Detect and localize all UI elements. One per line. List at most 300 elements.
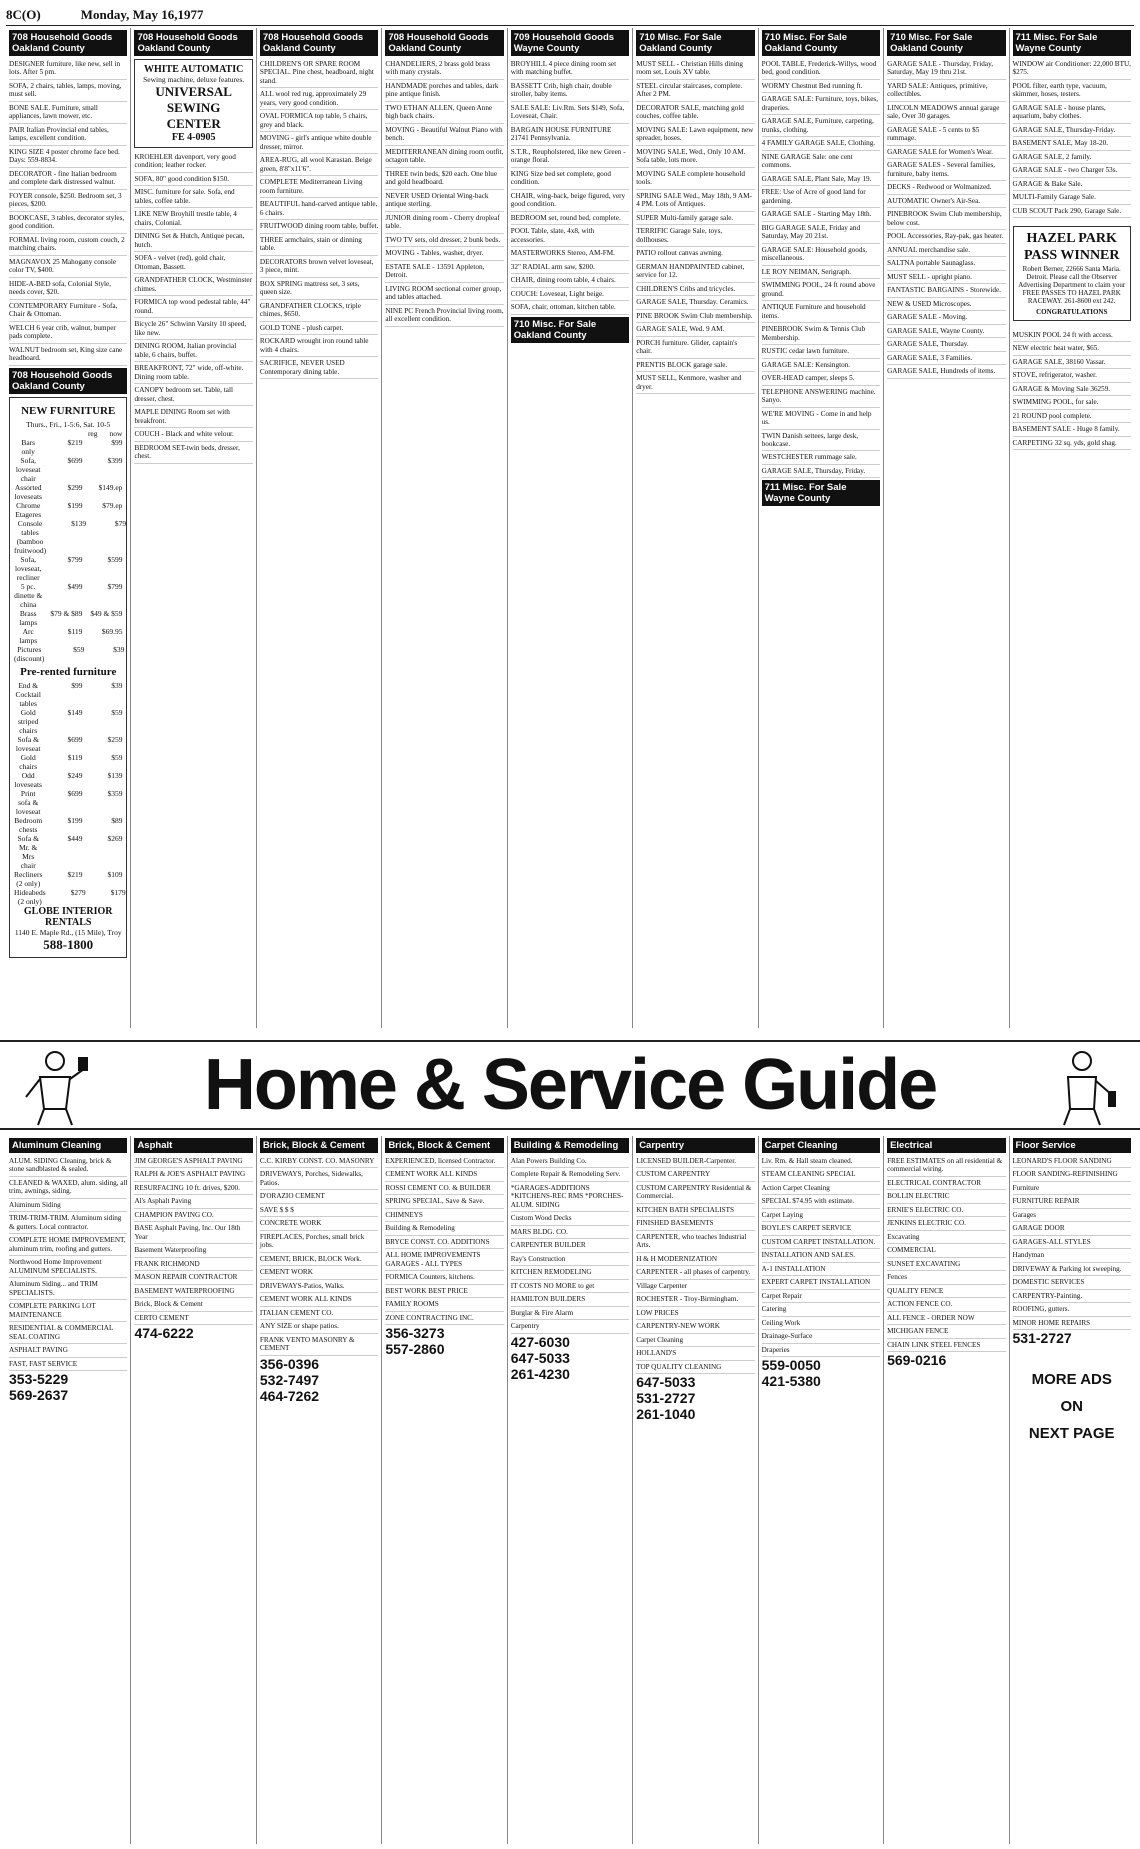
classified-ad: NINE GARAGE Sale: one cent commons. bbox=[762, 151, 880, 173]
classified-ad: KITCHEN REMODELING bbox=[511, 1266, 629, 1279]
classified-ad: BASSETT Crib, high chair, double stroller, baby items. bbox=[511, 80, 629, 102]
classified-ad: DRIVEWAYS-Patios, Walks. bbox=[260, 1280, 378, 1293]
classified-ad: CHANDELIERS, 2 brass gold brass with many crystals. bbox=[385, 58, 503, 80]
classified-ad: LIVING ROOM sectional corner group, and tables attached. bbox=[385, 283, 503, 305]
classified-ad: BREAKFRONT, 72" wide, off-white. Dining room table. bbox=[134, 362, 252, 384]
item-price: $99 bbox=[111, 437, 123, 447]
furniture-ad bbox=[9, 397, 127, 958]
item-price: $219 bbox=[67, 869, 83, 879]
classified-ad: CARPENTER - all phases of carpentry. bbox=[636, 1266, 754, 1279]
price-row bbox=[14, 681, 122, 708]
ads-list bbox=[260, 58, 378, 379]
service-header: Aluminum Cleaning bbox=[9, 1138, 127, 1153]
classified-ad: JUNIOR dining room - Cherry dropleaf table. bbox=[385, 212, 503, 234]
classified-ad: MISC. furniture for sale. Sofa, end tables, coffee table. bbox=[134, 186, 252, 208]
page-number: 8C(O) bbox=[6, 6, 41, 22]
item-price: $219 bbox=[67, 437, 83, 447]
globe-phone: 588-1800 bbox=[43, 936, 94, 952]
classified-ad: COMPLETE Mediterranean Living room furniture. bbox=[260, 176, 378, 198]
classified-ad: CHILDREN'S OR SPARE ROOM SPECIAL. Pine chest, headboard, night stand. bbox=[260, 58, 378, 88]
classified-ad: MAGNAVOX 25 Mahogany console color TV, $400. bbox=[9, 256, 127, 278]
classified-ad: GARAGES-ALL STYLES bbox=[1013, 1236, 1131, 1249]
classified-ad: MASON REPAIR CONTRACTOR bbox=[134, 1271, 252, 1284]
painter-illustration-icon bbox=[1050, 1047, 1120, 1127]
classified-ad: MUST SELL - upright piano. bbox=[887, 271, 1005, 284]
classified-ad: RALPH & JOE'S ASPHALT PAVING bbox=[134, 1168, 252, 1181]
classified-ad: SUNSET EXCAVATING bbox=[887, 1258, 1005, 1271]
item-price: $799 bbox=[107, 581, 123, 591]
classified-ad: ANTIQUE Furniture and household items. bbox=[762, 301, 880, 323]
item-price: $199 bbox=[67, 815, 83, 825]
service-header: Asphalt bbox=[134, 1138, 252, 1153]
classified-ad: GOLD TONE - plush carpet. bbox=[260, 322, 378, 335]
classified-ad: DESIGNER furniture, like new, sell in lots. After 5 pm. bbox=[9, 58, 127, 80]
classified-ad: COMPLETE HOME IMPROVEMENT, aluminum trim, roofing and gutters. bbox=[9, 1234, 127, 1256]
classified-ad: Al's Asphalt Paving bbox=[134, 1195, 252, 1208]
classified-ad: PINEBROOK Swim Club membership, below cost. bbox=[887, 208, 1005, 230]
classified-ad: EXPERT CARPET INSTALLATION bbox=[762, 1276, 880, 1289]
classified-ad: MOVING SALE: Lawn equipment, new spreader, hoses. bbox=[636, 124, 754, 146]
classified-ad: CHAMPION PAVING CO. bbox=[134, 1209, 252, 1222]
classified-ad: CERTO CEMENT bbox=[134, 1312, 252, 1325]
classified-ad: AUTOMATIC Owner's Air-Sea. bbox=[887, 195, 1005, 208]
phone-aluminum: 353-5229 bbox=[9, 1371, 69, 1388]
service-column-7 bbox=[759, 1136, 884, 1844]
classified-ad: NINE PC French Provincial living room, all excellent condition. bbox=[385, 305, 503, 327]
phone-italian-2: 532-7497 bbox=[259, 1371, 320, 1388]
classified-ad: BEAUTIFUL hand-carved antique table, 6 chairs. bbox=[260, 198, 378, 220]
classifieds-top bbox=[6, 28, 1134, 1028]
classified-ad: GARAGE SALE - Starting May 18th. bbox=[762, 208, 880, 221]
classified-ad: ROCHESTER - Troy-Birmingham. bbox=[636, 1293, 754, 1306]
item-name: Assorted loveseats bbox=[14, 482, 42, 501]
classified-ad: LIKE NEW Broyhill trestle table, 4 chairs, Colonial. bbox=[134, 208, 252, 230]
section-header: 710 Misc. For Sale Oakland County bbox=[887, 30, 1005, 56]
column-2 bbox=[131, 28, 256, 1028]
classified-ad: GARAGE SALE: Kensington. bbox=[762, 359, 880, 372]
item-price: $599 bbox=[107, 554, 123, 564]
section-header: 709 Household Goods Wayne County bbox=[511, 30, 629, 56]
classified-ad: IT COSTS NO MORE to get bbox=[511, 1280, 629, 1293]
price-row bbox=[14, 834, 122, 870]
classified-ad: GARAGE SALE, Hundreds of items. bbox=[887, 365, 1005, 378]
price-row bbox=[14, 753, 122, 771]
sewing-ad bbox=[134, 59, 252, 148]
item-price: $39 bbox=[113, 644, 125, 654]
classified-ad: SACRIFICE, NEVER USED Contemporary dining table. bbox=[260, 357, 378, 379]
classified-ad: Carpet Laying bbox=[762, 1209, 880, 1222]
classified-ad: CUB SCOUT Pack 290, Garage Sale. bbox=[1013, 205, 1131, 218]
classified-ad: BARGAIN HOUSE FURNITURE 21741 Pennsylvania. bbox=[511, 124, 629, 146]
classified-ad: PINE BROOK Swim Club membership. bbox=[636, 310, 754, 323]
price-row bbox=[14, 609, 122, 627]
classified-ad: SOFA, 80" good condition $150. bbox=[134, 173, 252, 186]
classified-ad: Fences bbox=[887, 1271, 1005, 1284]
furniture-heading: NEW FURNITURE bbox=[21, 404, 116, 417]
classified-ad: Custom Wood Decks bbox=[511, 1212, 629, 1225]
section-header: 708 Household Goods Oakland County bbox=[260, 30, 378, 56]
column-8 bbox=[884, 28, 1009, 1028]
service-column-1 bbox=[6, 1136, 131, 1844]
classified-ad: BEDROOM SET-twin beds, dresser, chest. bbox=[134, 442, 252, 464]
section-header: 710 Misc. For Sale Oakland County bbox=[762, 30, 880, 56]
item-name: Console tables (bamboo fruitwood) bbox=[14, 518, 47, 555]
classified-ad: MAPLE DINING Room set with breakfront. bbox=[134, 406, 252, 428]
phone-holland: 531-2727 bbox=[1012, 1330, 1072, 1347]
classified-ad: BROYHILL 4 piece dining room set with matching buffet. bbox=[511, 58, 629, 80]
classified-ad: BOLLIN ELECTRIC bbox=[887, 1190, 1005, 1203]
classified-ad: CARPENTRY-Painting. bbox=[1013, 1290, 1131, 1303]
classified-ad: Liv. Rm. & Hall steam cleaned. bbox=[762, 1155, 880, 1168]
classified-ad: GARAGE SALE, 3 Families. bbox=[887, 352, 1005, 365]
classified-ad: DECORATORS brown velvet loveseat, 3 piece, mint. bbox=[260, 256, 378, 278]
item-price: $179 bbox=[110, 887, 126, 897]
classified-ad: GARAGE SALE, Wayne County. bbox=[887, 325, 1005, 338]
ads-list bbox=[1013, 329, 1131, 450]
classified-ad: RESURFACING 10 ft. drives, $200. bbox=[134, 1182, 252, 1195]
price-row bbox=[14, 887, 126, 906]
classified-ad: LE ROY NEIMAN, Serigraph. bbox=[762, 266, 880, 279]
classified-ad: FLOOR SANDING-REFINISHING bbox=[1013, 1168, 1131, 1181]
sewing-phone: FE 4-0905 bbox=[171, 132, 216, 143]
section-header: 708 Household Goods Oakland County bbox=[385, 30, 503, 56]
column-5 bbox=[508, 28, 633, 1028]
classified-ad: GRANDFATHER CLOCK, Westminster chimes. bbox=[134, 274, 252, 296]
ads-list bbox=[511, 58, 629, 315]
classified-ad: S.T.R., Reupholstered, like new Green - orange floral. bbox=[511, 146, 629, 168]
classified-ad: KROEHLER davenport, very good condition; leather rocker. bbox=[134, 151, 252, 173]
classified-ad: AREA-RUG, all wool Karastan. Beige green, 8'8"x11'6". bbox=[260, 154, 378, 176]
classified-ad: INSTALLATION AND SALES. bbox=[762, 1249, 880, 1262]
classified-ad: CARPENTER, who teaches Industrial Arts. bbox=[636, 1231, 754, 1253]
service-directory bbox=[6, 1136, 1134, 1844]
classified-ad: PINEBROOK Swim & Tennis Club Membership. bbox=[762, 323, 880, 345]
price-row bbox=[14, 518, 127, 555]
classified-ad: DECKS - Redwood or Wolmanized. bbox=[887, 181, 1005, 194]
classified-ad: CEMENT WORK ALL KINDS bbox=[260, 1293, 378, 1306]
item-price: $279 bbox=[70, 887, 86, 897]
classified-ad: WELCH 6 year crib, walnut, bumper pads complete. bbox=[9, 322, 127, 344]
section-header: 710 Misc. For Sale Oakland County bbox=[636, 30, 754, 56]
more-ads-line-1: MORE ADS bbox=[1031, 1371, 1112, 1389]
classified-ad: CHAIN LINK STEEL FENCES bbox=[887, 1339, 1005, 1352]
price-row bbox=[14, 789, 122, 816]
classified-ad: BOYLE'S CARPET SERVICE bbox=[762, 1222, 880, 1235]
classified-ad: CLEANED & WAXED, alum. siding, all trim, awnings, siding. bbox=[9, 1177, 127, 1199]
classified-ad: CUSTOM CARPENTRY Residential & Commercial. bbox=[636, 1182, 754, 1204]
price-row bbox=[14, 483, 122, 501]
classified-ad: ESTATE SALE - 13591 Appleton, Detroit. bbox=[385, 261, 503, 283]
item-name: Sofa, loveseat chair bbox=[15, 455, 41, 483]
classified-ad: SPRING SPECIAL, Save & Save. bbox=[385, 1195, 503, 1208]
classified-ad: NEW electric heat water, $65. bbox=[1013, 342, 1131, 355]
classified-ad: Bicycle 26" Schwinn Varsity 10 speed, like new. bbox=[134, 318, 252, 340]
classified-ad: WORMY Chestnut Bed running ft. bbox=[762, 80, 880, 93]
classified-ad: Draperies bbox=[762, 1344, 880, 1357]
item-price: $119 bbox=[67, 626, 83, 636]
col-now: now bbox=[109, 428, 123, 438]
item-name: Print sofa & loveseat bbox=[15, 788, 41, 816]
classified-ad: GARAGE DOOR bbox=[1013, 1222, 1131, 1235]
page-date: Monday, May 16,1977 bbox=[80, 6, 204, 22]
item-name: Brass lamps bbox=[19, 608, 38, 627]
classified-ad: RESIDENTIAL & COMMERCIAL SEAL COATING bbox=[9, 1322, 127, 1344]
classified-ad: LEONARD'S FLOOR SANDING bbox=[1013, 1155, 1131, 1168]
classified-ad: CARPENTER BUILDER bbox=[511, 1239, 629, 1252]
classified-ad: ROOFING, gutters. bbox=[1013, 1303, 1131, 1316]
price-row bbox=[14, 816, 122, 834]
classified-ad: GARAGE SALE: Household goods, miscellaneous. bbox=[762, 244, 880, 266]
classified-ad: Excavating bbox=[887, 1231, 1005, 1244]
classified-ad: CEMENT WORK ALL KINDS bbox=[385, 1168, 503, 1181]
classified-ad: GARAGE SALE, 2 family. bbox=[1013, 151, 1131, 164]
classified-ad: Ceiling Work bbox=[762, 1317, 880, 1330]
item-price: $499 bbox=[67, 581, 83, 591]
classified-ad: MASTERWORKS Stereo, AM-FM. bbox=[511, 247, 629, 260]
price-row bbox=[14, 735, 122, 753]
home-service-guide-banner bbox=[0, 1040, 1140, 1130]
classified-ad: GARAGE SALE - 5 cents to $5 rummage. bbox=[887, 124, 1005, 146]
classified-ad: GARAGE SALE - house plants, aquarium, baby clothes. bbox=[1013, 102, 1131, 124]
service-column-8 bbox=[884, 1136, 1009, 1844]
item-price: $699 bbox=[67, 734, 83, 744]
column-4 bbox=[382, 28, 507, 1028]
item-price: $139 bbox=[107, 770, 123, 780]
ads-list bbox=[9, 58, 127, 366]
hazel-congrats: CONGRATULATIONS bbox=[1036, 307, 1108, 316]
classified-ad: DRIVEWAY & Parking lot sweeping. bbox=[1013, 1263, 1131, 1276]
classified-ad: CEMENT WORK bbox=[260, 1266, 378, 1279]
classified-ad: KING SIZE 4 poster chrome face bed. Days: 559-8834. bbox=[9, 146, 127, 168]
classified-ad: SPRING SALE Wed., May 18th, 9 AM-4 PM. Lots of Antiques. bbox=[636, 190, 754, 212]
classified-ad: LICENSED BUILDER-Carpenter. bbox=[636, 1155, 754, 1168]
classified-ad: ALL wool red rug, approximately 29 years, very good condition. bbox=[260, 88, 378, 110]
classified-ad: GERMAN HANDPAINTED cabinet, service for 12. bbox=[636, 261, 754, 283]
classified-ad: Drainage-Surface bbox=[762, 1330, 880, 1343]
classified-ad: BRYCE CONST. CO. ADDITIONS bbox=[385, 1236, 503, 1249]
ads-list bbox=[887, 58, 1005, 379]
classified-ad: MEDITERRANEAN dining room outfit, octagon table. bbox=[385, 146, 503, 168]
classified-ad: COUCH: Loveseat, Light beige. bbox=[511, 288, 629, 301]
classified-ad: H & H MODERNIZATION bbox=[636, 1253, 754, 1266]
service-list bbox=[511, 1155, 629, 1334]
item-price: $69.95 bbox=[101, 626, 123, 636]
classified-ad: A-1 INSTALLATION bbox=[762, 1263, 880, 1276]
page-header bbox=[6, 4, 1134, 26]
item-name: Pictures (discount) bbox=[14, 644, 45, 663]
classified-ad: ALL HOME IMPROVEMENTS GARAGES - ALL TYPES bbox=[385, 1249, 503, 1271]
service-list bbox=[887, 1155, 1005, 1352]
furniture-heading-2: Pre-rented furniture bbox=[20, 665, 117, 678]
classified-ad: FREE: Use of Acre of good land for gardening. bbox=[762, 186, 880, 208]
classified-ad: DECORATOR - fine Italian bedroom and complete dark distressed walnut. bbox=[9, 168, 127, 190]
service-column-3 bbox=[257, 1136, 382, 1844]
classified-ad: GARAGE SALE, Wed. 9 AM. bbox=[636, 323, 754, 336]
classified-ad: Ray's Construction bbox=[511, 1253, 629, 1266]
price-row bbox=[14, 771, 122, 789]
classified-ad: SPECIAL $74.95 with estimate. bbox=[762, 1195, 880, 1208]
classified-ad: KITCHEN BATH SPECIALISTS bbox=[636, 1204, 754, 1217]
phone-action-2: 421-5380 bbox=[761, 1373, 821, 1390]
classified-ad: CARPETING 32 sq. yds, gold shag. bbox=[1013, 437, 1131, 450]
classified-ad: C.C. KIRBY CONST. CO. MASONRY bbox=[260, 1155, 378, 1168]
classified-ad: HIDE-A-BED sofa, Colonial Style, needs cover, $20. bbox=[9, 278, 127, 300]
phone-decks: 647-5033 bbox=[510, 1349, 570, 1366]
classified-ad: POOL Accessories, Ray-pak, gas heater. bbox=[887, 230, 1005, 243]
classified-ad: COMMERCIAL bbox=[887, 1244, 1005, 1257]
col-reg: reg bbox=[87, 428, 98, 438]
classified-ad: BOOKCASE, 3 tables, decorator styles, good condition. bbox=[9, 212, 127, 234]
classified-ad: JENKINS ELECTRIC CO. bbox=[887, 1217, 1005, 1230]
classified-ad: LOW PRICES bbox=[636, 1307, 754, 1320]
classified-ad: Aluminum Siding... and TRIM SPECIALISTS. bbox=[9, 1278, 127, 1300]
classified-ad: DINING ROOM, Italian provincial table, 6 chairs, buffet. bbox=[134, 340, 252, 362]
classified-ad: WALNUT bedroom set, King size cane headboard. bbox=[9, 344, 127, 366]
item-price: $699 bbox=[67, 455, 83, 465]
classified-ad: 32" RADIAL arm saw, $200. bbox=[511, 261, 629, 274]
classified-ad: MOVING - Tables, washer, dryer. bbox=[385, 247, 503, 260]
classified-ad: ALUM. SIDING Cleaning, brick & stone sandblasted & sealed. bbox=[9, 1155, 127, 1177]
item-price: $139 bbox=[71, 518, 87, 528]
more-ads-line-2: ON bbox=[1060, 1398, 1083, 1416]
classified-ad: FREE ESTIMATES on all residential & commercial wiring. bbox=[887, 1155, 1005, 1177]
classified-ad: GARAGE SALE, Thursday, Friday. bbox=[762, 465, 880, 478]
classified-ad: Handyman bbox=[1013, 1249, 1131, 1262]
item-price: $699 bbox=[67, 788, 83, 798]
classified-ad: DRIVEWAYS, Porches, Sidewalks, Patios. bbox=[260, 1168, 378, 1190]
classified-ad: HANDMADE porches and tables, dark pine antique finish. bbox=[385, 80, 503, 102]
service-column-2 bbox=[131, 1136, 256, 1844]
item-price: $149.ep bbox=[98, 482, 123, 492]
classified-ad: ANNUAL merchandise sale. bbox=[887, 244, 1005, 257]
classified-ad: GARAGE SALE, Plant Sale, May 19. bbox=[762, 173, 880, 186]
worker-illustration-icon bbox=[20, 1047, 90, 1127]
classified-ad: MUST SELL, Kenmore, washer and dryer. bbox=[636, 372, 754, 394]
price-row bbox=[14, 456, 122, 483]
classified-ad: HAMILTON BUILDERS bbox=[511, 1293, 629, 1306]
phone-complete: 569-2637 bbox=[9, 1387, 69, 1404]
classified-ad: GARAGE SALE, Furniture, carpeting, trunks, clothing. bbox=[762, 115, 880, 137]
classified-ad: BOX SPRING mattress set, 3 sets, queen size. bbox=[260, 278, 378, 300]
classified-ad: SOFA, chair, ottoman, kitchen table. bbox=[511, 301, 629, 314]
classified-ad: BASEMENT WATERPROOFING bbox=[134, 1285, 252, 1298]
classified-ad: MUST SELL - Christian Hills dining room set, Louis XV table. bbox=[636, 58, 754, 80]
classified-ad: Burglar & Fire Alarm bbox=[511, 1307, 629, 1320]
classified-ad: SOFA, 2 chairs, tables, lamps, moving, must sell. bbox=[9, 80, 127, 102]
phone-alpha: 557-2860 bbox=[385, 1341, 445, 1358]
more-ads-notice bbox=[1013, 1366, 1131, 1447]
item-price: $259 bbox=[107, 734, 123, 744]
item-name: End & Cocktail tables bbox=[15, 680, 41, 708]
phone-topq: 531-2727 bbox=[636, 1390, 696, 1407]
classified-ad: PORCH furniture. Glider, captain's chair. bbox=[636, 337, 754, 359]
hazel-text: Robert Berner, 22666 Santa Maria. Detroit. Please call the Observer Advertising Department to claim your FREE PASSES TO HAZEL PARK RACEWAY. 261-8600 ext 242. bbox=[1018, 264, 1126, 305]
classified-ad: SWIMMING POOL, for sale. bbox=[1013, 396, 1131, 409]
item-name: Arc lamps bbox=[19, 626, 38, 645]
classified-ad: ALL FENCE - ORDER NOW bbox=[887, 1312, 1005, 1325]
classified-ad: FORMAL living room, custom couch, 2 matching chairs. bbox=[9, 234, 127, 256]
classified-ad: GARAGE SALE: Furniture, toys, bikes, draperies. bbox=[762, 93, 880, 115]
classified-ad: MULTI-Family Garage Sale. bbox=[1013, 191, 1131, 204]
item-name: Chrome Etageres bbox=[15, 500, 42, 519]
classified-ad: *GARAGES-ADDITIONS *KITCHENS-REC RMS *PORCHES-ALUM. SIDING bbox=[511, 1182, 629, 1212]
classified-ad: ELECTRICAL CONTRACTOR bbox=[887, 1177, 1005, 1190]
classified-ad: QUALITY FENCE bbox=[887, 1285, 1005, 1298]
classified-ad: POOL Table, slate, 4x8, with accessories. bbox=[511, 225, 629, 247]
classified-ad: Action Carpet Cleaning bbox=[762, 1182, 880, 1195]
classified-ad: GARAGE & Bake Sale. bbox=[1013, 178, 1131, 191]
column-9 bbox=[1010, 28, 1134, 1028]
classified-ad: CARPENTRY-NEW WORK bbox=[636, 1320, 754, 1333]
service-column-6 bbox=[633, 1136, 758, 1844]
classified-ad: CONTEMPORARY Furniture - Sofa, Chair & Ottoman. bbox=[9, 300, 127, 322]
phone-base: 474-6222 bbox=[134, 1325, 194, 1342]
section-header: 708 Household Goods Oakland County bbox=[134, 30, 252, 56]
classified-ad: PATIO rollout canvas awning. bbox=[636, 247, 754, 260]
classified-ad: Complete Repair & Remodeling Serv. bbox=[511, 1168, 629, 1181]
service-list bbox=[260, 1155, 378, 1356]
classified-ad: TOP QUALITY CLEANING bbox=[636, 1361, 754, 1374]
classified-ad: D'ORAZIO CEMENT bbox=[260, 1190, 378, 1203]
classified-ad: PRENTIS BLOCK garage sale. bbox=[636, 359, 754, 372]
classified-ad: Village Carpenter bbox=[636, 1280, 754, 1293]
classified-ad: NEW & USED Microscopes. bbox=[887, 298, 1005, 311]
classified-ad: BONE SALE. Furniture, small appliances, lawn mower, etc. bbox=[9, 102, 127, 124]
classified-ad: SAVE $ $ $ bbox=[260, 1204, 378, 1217]
sewing-sub: Sewing machine, deluxe features. bbox=[143, 75, 245, 84]
item-name: Bedroom chests bbox=[14, 815, 43, 834]
classified-ad: BASEMENT SALE, May 18-20. bbox=[1013, 137, 1131, 150]
column-1 bbox=[6, 28, 131, 1028]
item-price: $149 bbox=[67, 707, 83, 717]
column-7 bbox=[759, 28, 884, 1028]
classified-ad: WINDOW air Conditioner: 22,000 BTU, $275. bbox=[1013, 58, 1131, 80]
classified-ad: GARAGE SALE, Thursday-Friday. bbox=[1013, 124, 1131, 137]
globe-title: GLOBE INTERIOR RENTALS bbox=[23, 905, 113, 928]
service-header: Brick, Block & Cement bbox=[260, 1138, 378, 1153]
classified-ad: YARD SALE: Antiques, primitive, collectibles. bbox=[887, 80, 1005, 102]
classified-ad: POOL TABLE, Frederick-Willys, wood bed, good condition. bbox=[762, 58, 880, 80]
classified-ad: MINOR HOME REPAIRS bbox=[1013, 1317, 1131, 1330]
item-price: $359 bbox=[107, 788, 123, 798]
classified-ad: Furniture bbox=[1013, 1182, 1131, 1195]
classified-ad: GRANDFATHER CLOCKS, triple chimes, $650. bbox=[260, 300, 378, 322]
classified-ad: MOVING SALE complete household tools. bbox=[636, 168, 754, 190]
price-row bbox=[14, 501, 122, 519]
service-column-4 bbox=[382, 1136, 507, 1844]
service-header: Floor Service bbox=[1013, 1138, 1131, 1153]
phone-quality: 569-0216 bbox=[887, 1352, 947, 1369]
item-price: $399 bbox=[107, 455, 123, 465]
item-price: $89 bbox=[111, 815, 123, 825]
classified-ad: OVAL FORMICA top table, 5 chairs, grey and black. bbox=[260, 110, 378, 132]
furniture-hours: Thurs., Fri., 1-5:6, Sat. 10-5 bbox=[26, 419, 111, 429]
classified-ad: SALTNA portable Saunaglass. bbox=[887, 257, 1005, 270]
classified-ad: HOLLAND'S bbox=[636, 1347, 754, 1360]
service-list bbox=[385, 1155, 503, 1325]
classified-ad: FAMILY ROOMS bbox=[385, 1298, 503, 1311]
ads-list bbox=[1013, 58, 1131, 218]
classified-ad: BEDROOM set, round bed, complete. bbox=[511, 212, 629, 225]
classified-ad: GARAGE SALE - Thursday, Friday, Saturday, May 19 thru 21st. bbox=[887, 58, 1005, 80]
classified-ad: LINCOLN MEADOWS annual garage sale, Over 30 garages. bbox=[887, 102, 1005, 124]
classified-ad: ROSSI CEMENT CO. & BUILDER bbox=[385, 1182, 503, 1195]
classified-ad: STEAM CLEANING SPECIAL bbox=[762, 1168, 880, 1181]
classified-ad: Carpet Repair bbox=[762, 1290, 880, 1303]
item-price: $449 bbox=[67, 833, 83, 843]
classified-ad: TWO ETHAN ALLEN, Queen Anne high back chairs. bbox=[385, 102, 503, 124]
item-name: Gold chairs bbox=[19, 752, 38, 771]
